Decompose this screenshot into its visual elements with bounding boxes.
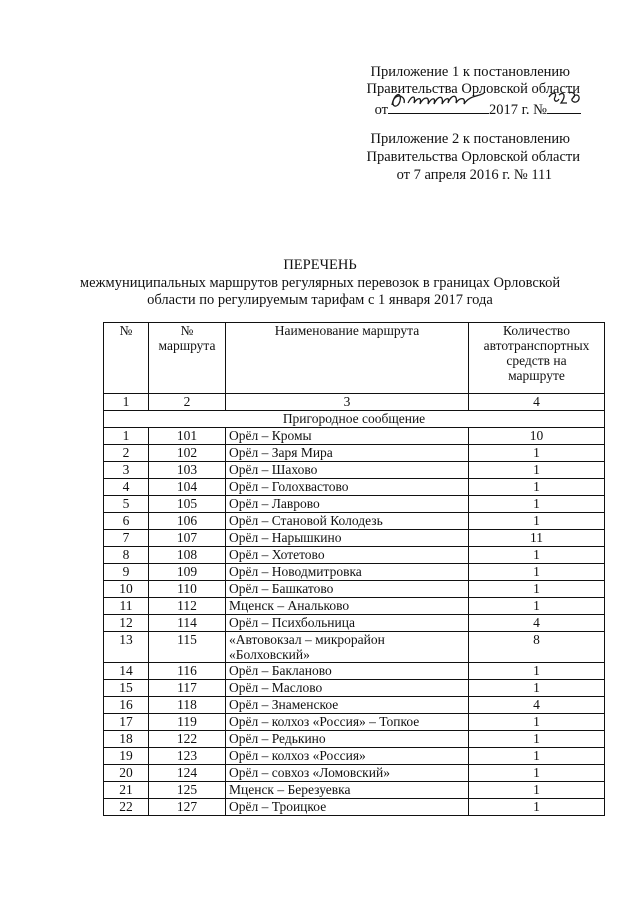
header-vehicle-count: Количество автотранспортных средств на маршруте <box>469 323 605 394</box>
route-name-cell: Орёл – Новодмитровка <box>226 564 469 581</box>
vehicle-count-cell: 4 <box>469 615 605 632</box>
route-number-cell: 117 <box>149 680 226 697</box>
route-number-cell: 112 <box>149 598 226 615</box>
route-name-cell: Орёл – Бакланово <box>226 663 469 680</box>
column-number: 2 <box>149 394 226 411</box>
header-route-name: Наименование маршрута <box>226 323 469 394</box>
column-number-row <box>104 394 605 411</box>
row-number-cell: 22 <box>104 799 149 816</box>
table-header-row <box>104 323 605 394</box>
table-row <box>104 445 605 462</box>
table-row <box>104 428 605 445</box>
table-row <box>104 496 605 513</box>
vehicle-count-cell: 1 <box>469 513 605 530</box>
appendix2-line2: Правительства Орловской области <box>366 149 580 165</box>
route-number-cell: 104 <box>149 479 226 496</box>
row-number-cell: 4 <box>104 479 149 496</box>
row-number-cell: 1 <box>104 428 149 445</box>
vehicle-count-cell: 1 <box>469 799 605 816</box>
route-number-cell: 102 <box>149 445 226 462</box>
vehicle-count-cell: 1 <box>469 462 605 479</box>
row-number-cell: 18 <box>104 731 149 748</box>
vehicle-count-cell: 8 <box>469 632 605 663</box>
route-number-cell: 110 <box>149 581 226 598</box>
appendix1-line2: Правительства Орловской области <box>366 81 580 97</box>
route-number-cell: 119 <box>149 714 226 731</box>
column-number: 3 <box>226 394 469 411</box>
row-number-cell: 3 <box>104 462 149 479</box>
route-name-cell: Орёл – колхоз «Россия» – Топкое <box>226 714 469 731</box>
route-name-cell: Орёл – Троицкое <box>226 799 469 816</box>
route-name-cell: Орёл – совхоз «Ломовский» <box>226 765 469 782</box>
vehicle-count-cell: 1 <box>469 496 605 513</box>
handwritten-number-scribble <box>547 87 581 113</box>
route-number-cell: 109 <box>149 564 226 581</box>
vehicle-count-cell: 1 <box>469 547 605 564</box>
section-row <box>104 411 605 428</box>
table-row <box>104 731 605 748</box>
route-name-cell: Орёл – Нарышкино <box>226 530 469 547</box>
route-number-cell: 101 <box>149 428 226 445</box>
vehicle-count-cell: 10 <box>469 428 605 445</box>
route-number-cell: 105 <box>149 496 226 513</box>
route-name-cell: Орёл – Редькино <box>226 731 469 748</box>
column-number: 1 <box>104 394 149 411</box>
document-subtitle-line1: межмуниципальных маршрутов регулярных перевозок в границах Орловской <box>79 275 561 291</box>
route-number-cell: 116 <box>149 663 226 680</box>
table-row <box>104 513 605 530</box>
vehicle-count-cell: 1 <box>469 765 605 782</box>
table-row <box>104 680 605 697</box>
route-name-cell: Орёл – Психбольница <box>226 615 469 632</box>
vehicle-count-cell: 1 <box>469 748 605 765</box>
vehicle-count-cell: 1 <box>469 680 605 697</box>
route-name-cell: Орёл – Заря Мира <box>226 445 469 462</box>
document-heading: ПЕРЕЧЕНЬ <box>283 257 357 273</box>
row-number-cell: 16 <box>104 697 149 714</box>
row-number-cell: 7 <box>104 530 149 547</box>
appendix2-line3: от 7 апреля 2016 г. № 111 <box>396 167 552 183</box>
route-name-cell: Мценск – Анальково <box>226 598 469 615</box>
vehicle-count-cell: 1 <box>469 714 605 731</box>
row-number-cell: 8 <box>104 547 149 564</box>
handwritten-date <box>388 99 489 114</box>
table-row <box>104 581 605 598</box>
table-row <box>104 799 605 816</box>
appendix1-line1: Приложение 1 к постановлению <box>370 64 570 80</box>
column-number: 4 <box>469 394 605 411</box>
table-row <box>104 547 605 564</box>
table-row <box>104 632 605 663</box>
handwritten-number <box>547 99 581 114</box>
row-number-cell: 10 <box>104 581 149 598</box>
row-number-cell: 9 <box>104 564 149 581</box>
vehicle-count-cell: 1 <box>469 598 605 615</box>
table-row <box>104 714 605 731</box>
route-number-cell: 103 <box>149 462 226 479</box>
row-number-cell: 12 <box>104 615 149 632</box>
vehicle-count-cell: 1 <box>469 445 605 462</box>
route-number-cell: 106 <box>149 513 226 530</box>
vehicle-count-cell: 1 <box>469 782 605 799</box>
vehicle-count-cell: 1 <box>469 564 605 581</box>
route-number-cell: 118 <box>149 697 226 714</box>
appendix1-date-line <box>375 99 581 119</box>
route-number-cell: 123 <box>149 748 226 765</box>
vehicle-count-cell: 4 <box>469 697 605 714</box>
document-subtitle-line2: области по регулируемым тарифам с 1 января 2017 года <box>147 292 493 308</box>
table-row <box>104 615 605 632</box>
route-number-cell: 107 <box>149 530 226 547</box>
row-number-cell: 21 <box>104 782 149 799</box>
table-row <box>104 697 605 714</box>
row-number-cell: 11 <box>104 598 149 615</box>
table-row <box>104 564 605 581</box>
route-name-cell: Орёл – Хотетово <box>226 547 469 564</box>
routes-table <box>103 322 605 816</box>
route-name-cell: Орёл – Башкатово <box>226 581 469 598</box>
route-number-cell: 127 <box>149 799 226 816</box>
appendix2-line1: Приложение 2 к постановлению <box>370 131 570 147</box>
row-number-cell: 17 <box>104 714 149 731</box>
vehicle-count-cell: 1 <box>469 581 605 598</box>
table-row <box>104 479 605 496</box>
route-name-cell: «Автовокзал – микрорайон «Болховский» <box>226 632 469 663</box>
row-number-cell: 5 <box>104 496 149 513</box>
table-row <box>104 598 605 615</box>
route-name-cell: Орёл – Маслово <box>226 680 469 697</box>
row-number-cell: 20 <box>104 765 149 782</box>
route-number-cell: 124 <box>149 765 226 782</box>
route-name-cell: Орёл – Кромы <box>226 428 469 445</box>
route-name-cell: Орёл – Шахово <box>226 462 469 479</box>
route-name-cell: Орёл – Лаврово <box>226 496 469 513</box>
handwritten-date-scribble <box>388 87 489 113</box>
table-row <box>104 748 605 765</box>
route-number-cell: 125 <box>149 782 226 799</box>
row-number-cell: 6 <box>104 513 149 530</box>
table-row <box>104 462 605 479</box>
row-number-cell: 2 <box>104 445 149 462</box>
table-row <box>104 782 605 799</box>
row-number-cell: 15 <box>104 680 149 697</box>
route-name-cell: Мценск – Березуевка <box>226 782 469 799</box>
header-route-number: № маршрута <box>149 323 226 394</box>
vehicle-count-cell: 11 <box>469 530 605 547</box>
table-row <box>104 765 605 782</box>
row-number-cell: 19 <box>104 748 149 765</box>
vehicle-count-cell: 1 <box>469 663 605 680</box>
route-name-cell: Орёл – Становой Колодезь <box>226 513 469 530</box>
route-number-cell: 108 <box>149 547 226 564</box>
row-number-cell: 13 <box>104 632 149 663</box>
header-num: № <box>104 323 149 394</box>
table-row <box>104 663 605 680</box>
row-number-cell: 14 <box>104 663 149 680</box>
route-name-cell: Орёл – Голохвастово <box>226 479 469 496</box>
route-number-cell: 114 <box>149 615 226 632</box>
appendix1-date-prefix: от <box>374 102 388 118</box>
route-number-cell: 115 <box>149 632 226 663</box>
section-title: Пригородное сообщение <box>104 411 605 428</box>
vehicle-count-cell: 1 <box>469 731 605 748</box>
vehicle-count-cell: 1 <box>469 479 605 496</box>
route-name-cell: Орёл – Знаменское <box>226 697 469 714</box>
route-name-cell: Орёл – колхоз «Россия» <box>226 748 469 765</box>
route-number-cell: 122 <box>149 731 226 748</box>
appendix1-date-suffix: 2017 г. № <box>488 102 547 118</box>
table-row <box>104 530 605 547</box>
